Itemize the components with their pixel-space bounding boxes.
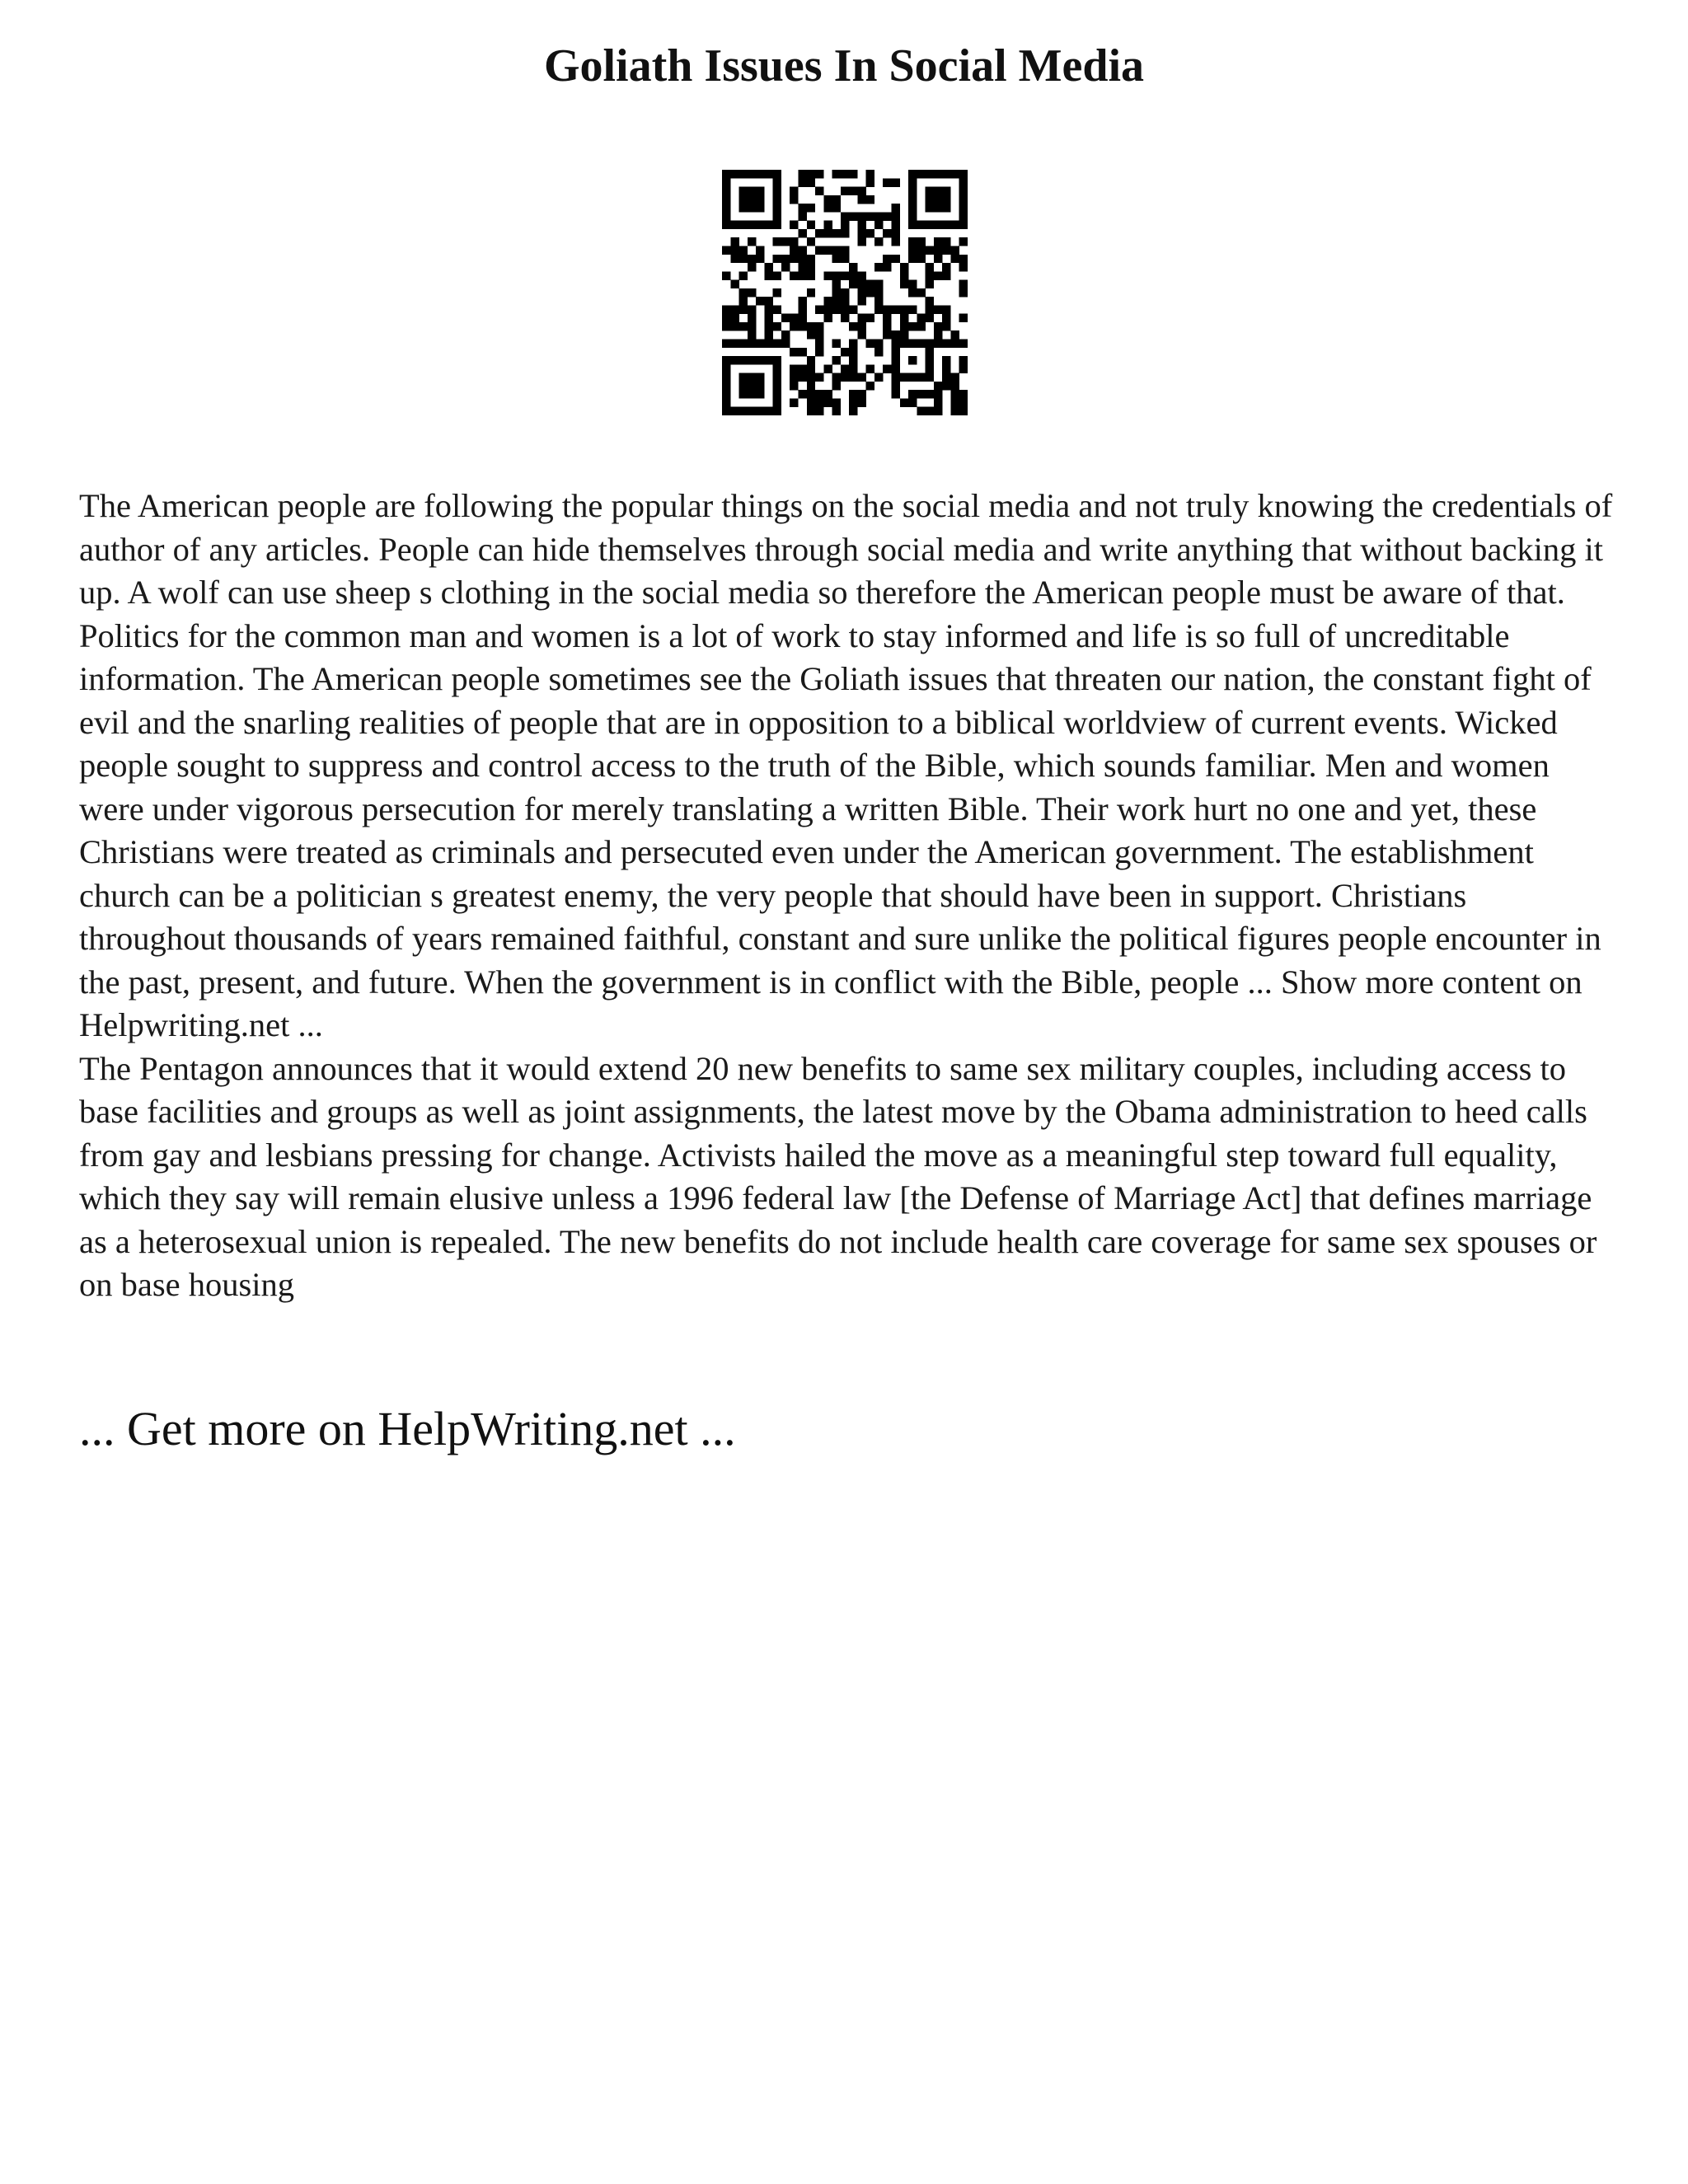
qr-code-graphic bbox=[722, 170, 968, 415]
get-more-link[interactable]: ... Get more on HelpWriting.net ... bbox=[79, 1402, 736, 1455]
qr-code-icon[interactable] bbox=[722, 170, 968, 415]
paragraph-2: The Pentagon announces that it would extend 20 new benefits to same sex military couples, including access to base facilities and groups as well as joint assignments, the latest move by the Obama administration to heed calls from gay and lesbians pressing for change. Activists hailed the move as a meaningful step toward full equality, which they say will remain elusive unless a 1996 federal law [the Defense of Marriage Act] that defines marriage as a heterosexual union is repealed. The new benefits do not include health care coverage for same sex spouses or on base housing bbox=[79, 1049, 1597, 1303]
page-title: Goliath Issues In Social Media bbox=[543, 40, 1145, 91]
article-body bbox=[79, 485, 1620, 1307]
paragraph-1: The American people are following the popular things on the social media and not truly knowing the credentials of author of any articles. People can hide themselves through social media and write anything that without backing it up. A wolf can use sheep s clothing in the social media so therefore the American people must be aware of that. Politics for the common man and women is a lot of work to stay informed and life is so full of uncreditable information. The American people sometimes see the Goliath issues that threaten our nation, the constant fight of evil and the snarling realities of people that are in opposition to a biblical worldview of current events. Wicked people sought to suppress and control access to the truth of the Bible, which sounds familiar. Men and women were under vigorous persecution for merely translating a written Bible. Their work hurt no one and yet, these Christians were treated as criminals and persecuted even under the American government. The establishment church can be a politician s greatest enemy, the very people that should have been in support. Christians throughout thousands of years remained faithful, constant and sure unlike the political figures people encounter in the past, present, and future. When the government is in conflict with the Bible, people ... Show more content on Helpwriting.net ... bbox=[79, 487, 1613, 1043]
